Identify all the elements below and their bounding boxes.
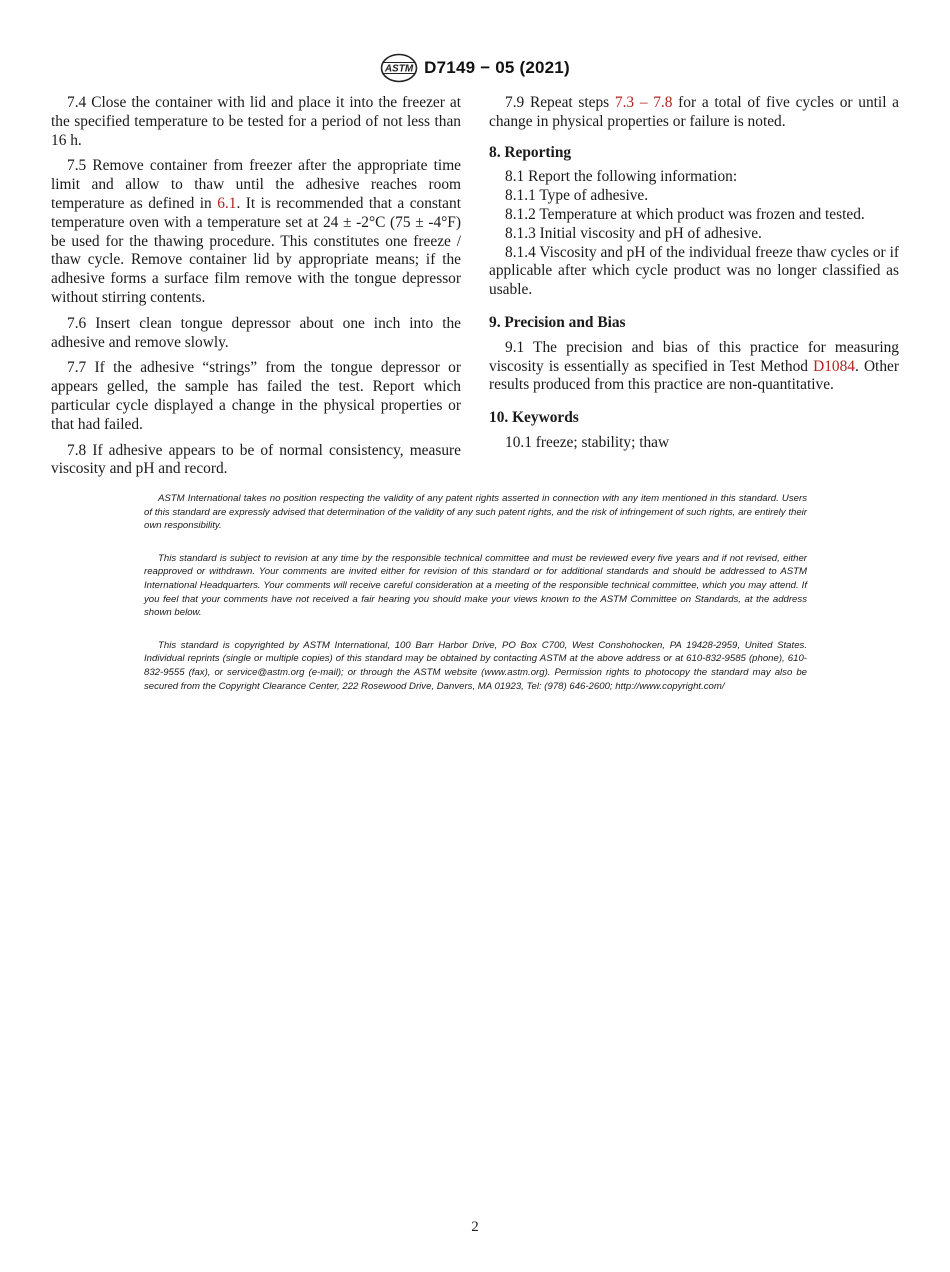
- paragraph-9-1: [489, 339, 899, 395]
- paragraph-9-1-text-b: . Other results produced from this practice are non-quantitative.: [489, 357, 899, 394]
- heading-reporting: 8. Reporting: [489, 143, 572, 161]
- page-number: 2: [471, 1219, 479, 1235]
- paragraph-8-1-2: 8.1.2 Temperature at which product was frozen and tested.: [505, 205, 865, 223]
- paragraph-8-1: 8.1 Report the following information:: [505, 168, 738, 186]
- section-6-1-link[interactable]: 6.1: [217, 194, 237, 212]
- steps-7-3-7-8-link[interactable]: 7.3 – 7.8: [614, 94, 673, 111]
- paragraph-7-9: [489, 94, 899, 132]
- paragraph-7-8: 7.8 If adhesive appears to be of normal consistency, measure viscosity and pH and record.: [51, 441, 461, 478]
- standard-designation: D7149 − 05 (2021): [424, 58, 570, 77]
- paragraph-8-1-1: 8.1.1 Type of adhesive.: [505, 187, 649, 205]
- paragraph-8-1-4: 8.1.4 Viscosity and pH of the individual freeze thaw cycles or if applicable after which cycle product was no longer classified as usable.: [489, 243, 899, 299]
- paragraph-7-7: 7.7 If the adhesive “strings” from the tongue depressor or appears gelled, the sample has failed the test. Report which particular cycle displayed a change in the physical properties or that had failed.: [51, 359, 461, 433]
- logo-text: ASTM: [385, 63, 414, 75]
- astm-logo-icon: [380, 53, 418, 83]
- patent-notice: ASTM International takes no position respecting the validity of any patent rights asserted in connection with any item mentioned in this standard. Users of this standard are expressly advised that determination of the validity of any such patent rights, and the risk of infringement of such rights, are entirely their own responsibility.: [144, 493, 807, 532]
- paragraph-9-1-text-a: 9.1 The precision and bias of this practice for measuring viscosity is essentially as specified in Test Method: [489, 338, 899, 375]
- paragraph-7-9-text-b: for a total of five cycles or until a change in physical properties or failure is noted.: [489, 94, 900, 130]
- paragraph-7-4: 7.4 Close the container with lid and place it into the freezer at the specified temperature to be tested for a period of not less than 16 h.: [51, 94, 461, 149]
- heading-keywords: 10. Keywords: [489, 409, 579, 427]
- paragraph-8-1-3: 8.1.3 Initial viscosity and pH of adhesive.: [505, 224, 762, 242]
- page-header: [0, 52, 950, 84]
- legal-notices: [144, 492, 807, 712]
- test-method-d1084-link[interactable]: D1084: [813, 357, 855, 375]
- paragraph-7-5-text-b: . It is recommended that a constant temperature oven with a temperature set at 24 ± -2°C (75 ± -4°F) be used for the thawing procedure. This constitutes one freeze / thaw cycle. Remove container lid by appropriate means; if the adhesive forms a surface film remove with the tongue depressor without stirring contents.: [51, 194, 461, 306]
- paragraph-7-6: 7.6 Insert clean tongue depressor about one inch into the adhesive and remove slowly.: [51, 314, 461, 351]
- right-column: [489, 94, 899, 460]
- left-column: [51, 94, 461, 486]
- paragraph-7-9-text-a: 7.9 Repeat steps: [505, 94, 615, 111]
- heading-precision-and-bias: 9. Precision and Bias: [489, 313, 626, 331]
- revision-notice: This standard is subject to revision at any time by the responsible technical committee and must be reviewed every five years and if not revised, either reapproved or withdrawn. Your comments are invited either for revision of this standard or for additional standards and should be addressed to ASTM International Headquarters. Your comments will receive careful consideration at a meeting of the responsible technical committee, which you may attend. If you feel that your comments have not received a fair hearing you should make your views known to the ASTM Committee on Standards, at the address shown below.: [144, 552, 807, 619]
- paragraph-7-5: [51, 157, 461, 307]
- paragraph-7-5-text-a: 7.5 Remove container from freezer after the appropriate time limit and allow to thaw until the adhesive reaches room temperature as defined in: [51, 157, 461, 212]
- paragraph-10-1: 10.1 freeze; stability; thaw: [505, 433, 670, 451]
- copyright-notice: This standard is copyrighted by ASTM International, 100 Barr Harbor Drive, PO Box C700, West Conshohocken, PA 19428-2959, United States. Individual reprints (single or multiple copies) of this standard may be obtained by contacting ASTM at the above address or at 610-832-9585 (phone), 610-832-9555 (fax), or service@astm.org (e-mail); or through the ASTM website (www.astm.org). Permission rights to photocopy the standard may also be secured from the Copyright Clearance Center, 222 Rosewood Drive, Danvers, MA 01923, Tel: (978) 646-2600; http://www.copyright.com/: [144, 639, 807, 692]
